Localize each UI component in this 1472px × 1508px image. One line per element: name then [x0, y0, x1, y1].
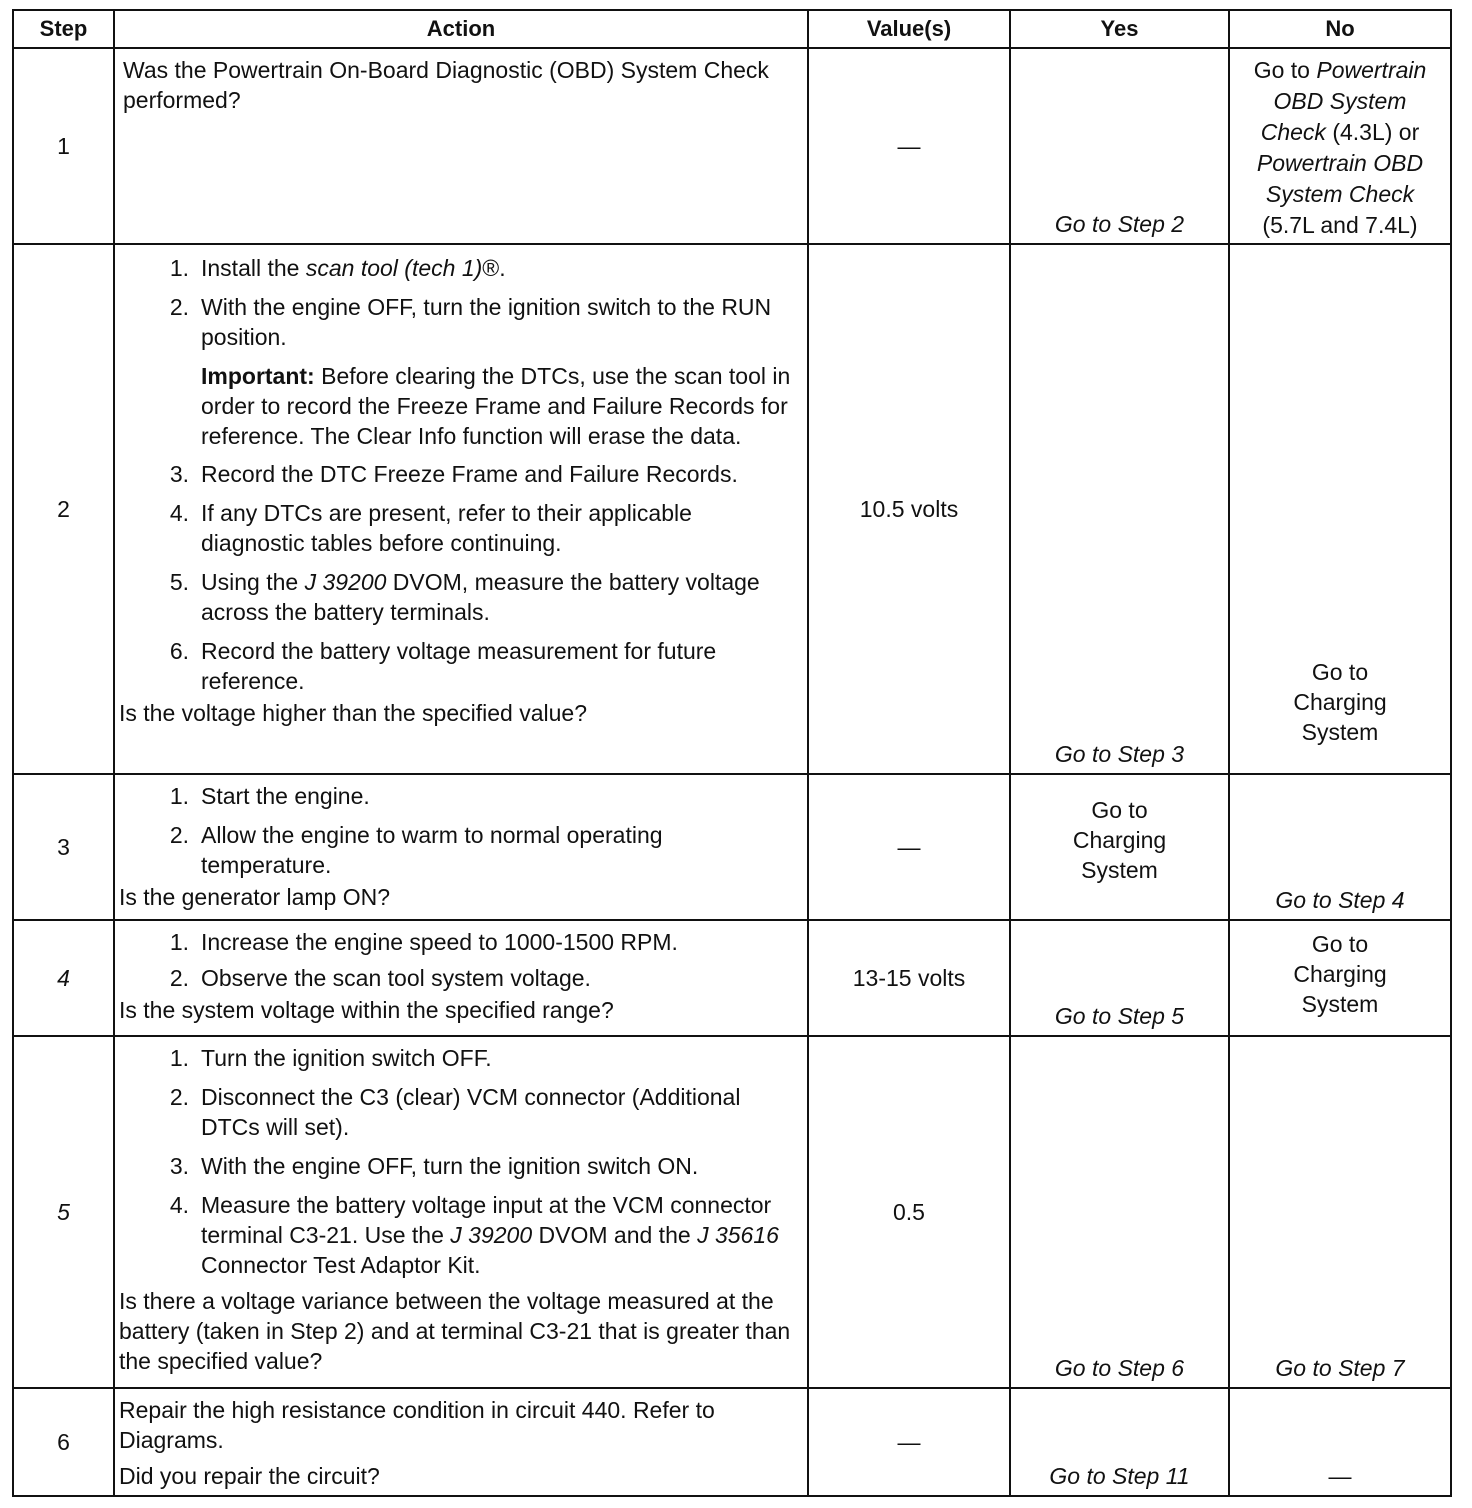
no-cell	[1229, 48, 1451, 244]
value-cell: —	[808, 48, 1010, 244]
list-item: 1. Start the engine.	[169, 783, 370, 809]
list-item: 3. With the engine OFF, turn the ignition switch ON.	[169, 1153, 699, 1179]
important-note: Important: Before clearing the DTCs, use the scan tool in order to record the Freeze Frame and Failure Records for reference. The Clear Info function will erase the data.	[201, 363, 791, 449]
yes-action: Go to Step 2	[1054, 211, 1185, 237]
no-action: Go to Charging System	[1293, 931, 1387, 1017]
list-item: 2. Disconnect the C3 (clear) VCM connector (Additional DTCs will set).	[169, 1084, 741, 1140]
table-row	[13, 48, 1451, 244]
value-cell: 10.5 volts	[808, 244, 1010, 774]
action-text: Was the Powertrain On-Board Diagnostic (OBD) System Check performed?	[123, 57, 769, 113]
question-text: Is the generator lamp ON?	[119, 884, 391, 910]
action-cell	[114, 920, 808, 1036]
no-cell	[1229, 920, 1451, 1036]
question-text: Is the system voltage within the specified range?	[119, 997, 614, 1023]
action-steps	[123, 781, 799, 880]
action-text: Repair the high resistance condition in circuit 440. Refer to Diagrams.	[119, 1397, 715, 1453]
action-steps	[123, 927, 799, 993]
step-number: 3	[13, 774, 114, 920]
step-number: 2	[13, 244, 114, 774]
yes-cell	[1010, 1036, 1229, 1388]
list-item: 3. Record the DTC Freeze Frame and Failure Records.	[169, 461, 738, 487]
yes-action: Go to Charging System	[1072, 797, 1167, 883]
list-item: 5. Using the J 39200 DVOM, measure the battery voltage across the battery terminals.	[169, 569, 760, 625]
action-steps	[123, 253, 799, 352]
step-number: 1	[13, 48, 114, 244]
yes-action: Go to Step 5	[1054, 1003, 1185, 1029]
list-item: 6. Record the battery voltage measurement for future reference.	[169, 638, 717, 694]
list-item: 2. Allow the engine to warm to normal operating temperature.	[169, 822, 663, 878]
diagnostic-table	[12, 9, 1452, 1497]
step-number: 6	[13, 1388, 114, 1496]
no-action: Go to Step 7	[1275, 1355, 1405, 1381]
value-cell: 13-15 volts	[808, 920, 1010, 1036]
no-cell	[1229, 1036, 1451, 1388]
yes-cell	[1010, 244, 1229, 774]
step-number: 5	[13, 1036, 114, 1388]
no-action: Go to Powertrain OBD System Check (4.3L) or Powertrain OBD System Check (5.7L and 7.4L)	[1253, 57, 1427, 238]
action-cell	[114, 244, 808, 774]
value-cell: 0.5	[808, 1036, 1010, 1388]
list-item: 1. Turn the ignition switch OFF.	[169, 1045, 492, 1071]
no-cell	[1229, 1388, 1451, 1496]
yes-cell	[1010, 48, 1229, 244]
no-cell	[1229, 244, 1451, 774]
yes-action: Go to Step 11	[1049, 1463, 1190, 1489]
header-no: No	[1229, 10, 1451, 48]
action-steps	[123, 459, 799, 696]
value-cell: —	[808, 1388, 1010, 1496]
value-cell: —	[808, 774, 1010, 920]
list-item: 4. If any DTCs are present, refer to their applicable diagnostic tables before continuing.	[169, 500, 692, 556]
yes-cell	[1010, 920, 1229, 1036]
list-item: 2. With the engine OFF, turn the ignition switch to the RUN position.	[169, 294, 772, 350]
yes-cell	[1010, 774, 1229, 920]
header-row	[13, 10, 1451, 48]
header-action: Action	[114, 10, 808, 48]
table-row	[13, 920, 1451, 1036]
list-item: 1. Install the scan tool (tech 1)®.	[169, 255, 506, 281]
header-values: Value(s)	[808, 10, 1010, 48]
yes-action: Go to Step 6	[1054, 1355, 1185, 1381]
yes-action: Go to Step 3	[1054, 741, 1185, 767]
action-cell	[114, 774, 808, 920]
action-cell	[114, 48, 808, 244]
list-item: 4. Measure the battery voltage input at the VCM connector terminal C3-21. Use the J 39200 DVOM and the J 35616 Connector Test Adaptor Kit.	[169, 1192, 779, 1278]
list-item: 1. Increase the engine speed to 1000-1500 RPM.	[169, 929, 678, 955]
table-row	[13, 1036, 1451, 1388]
yes-cell	[1010, 1388, 1229, 1496]
no-action: —	[1328, 1463, 1352, 1489]
list-item: 2. Observe the scan tool system voltage.	[169, 965, 591, 991]
table-row	[13, 1388, 1451, 1496]
question-text: Is the voltage higher than the specified value?	[119, 700, 587, 726]
no-action: Go to Charging System	[1293, 659, 1387, 745]
table-row	[13, 244, 1451, 774]
question-text: Did you repair the circuit?	[119, 1463, 380, 1489]
header-step: Step	[13, 10, 114, 48]
action-cell	[114, 1388, 808, 1496]
action-steps	[123, 1043, 799, 1280]
header-yes: Yes	[1010, 10, 1229, 48]
no-cell	[1229, 774, 1451, 920]
no-action: Go to Step 4	[1275, 887, 1405, 913]
question-text: Is there a voltage variance between the voltage measured at the battery (taken in Step 2) and at terminal C3-21 that is greater than the specified value?	[119, 1288, 791, 1374]
action-cell	[114, 1036, 808, 1388]
table-row	[13, 774, 1451, 920]
step-number: 4	[13, 920, 114, 1036]
